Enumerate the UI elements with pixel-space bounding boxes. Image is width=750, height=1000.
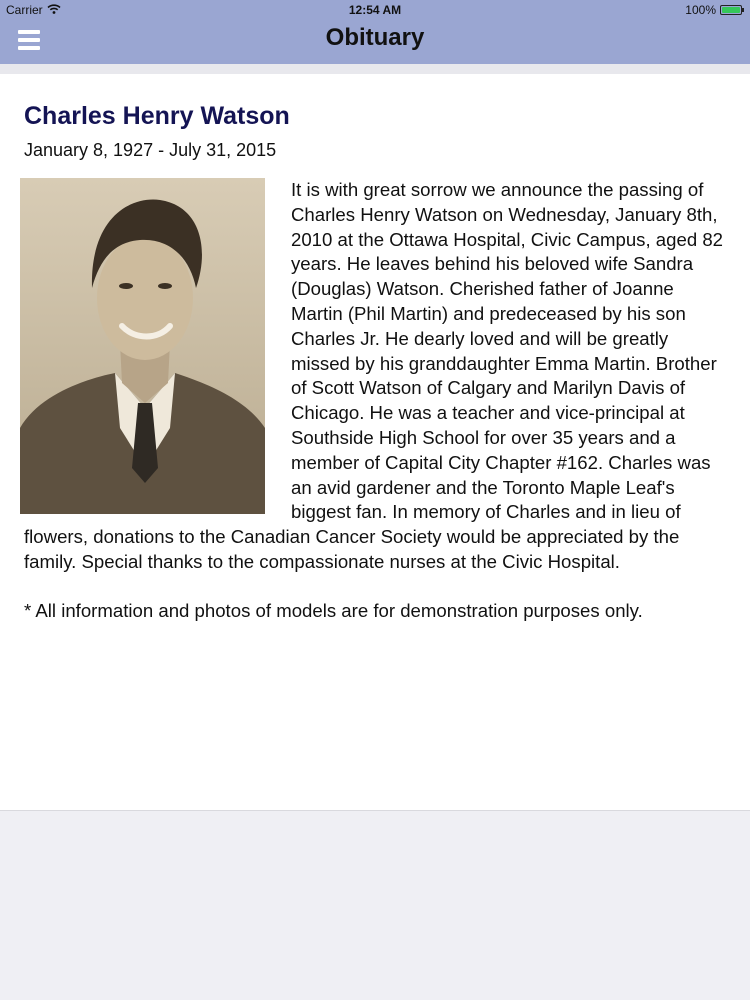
battery-fill — [722, 7, 740, 13]
disclaimer-text: * All information and photos of models are for demonstration purposes only. — [24, 599, 643, 621]
deceased-name: Charles Henry Watson — [24, 102, 290, 130]
battery-icon — [720, 5, 742, 15]
portrait-photo — [20, 178, 265, 514]
status-right — [685, 3, 742, 17]
navigation-bar — [0, 0, 750, 64]
status-time: 12:54 AM — [348, 3, 402, 17]
status-bar — [0, 0, 750, 20]
carrier-label: Carrier — [6, 3, 43, 17]
obituary-body — [24, 178, 724, 624]
obituary-text: It is with great sorrow we announce the passing of Charles Henry Watson on Wednesday, January 8th, 2010 at the Ottawa Hospital, Civic Campus, aged 82 years. He leaves behind his beloved wife Sandra (Douglas) Watson. Cherished father of Joanne Martin (Phil Martin) and predeceased by his son Charles Jr. He dearly loved and will be greatly missed by his granddaughter Emma Martin. Brother of Scott Watson of Calgary and Marilyn Davis of Chicago. He was a teacher and vice-principal at Southside High School for over 35 years and a member of Capital City Chapter #162. Charles was an avid gardener and the Toronto Maple Leaf's biggest fan. In memory of Charles and in lieu of flowers, donations to the Canadian Cancer Society would be appreciated by the family. Special thanks to the compassionate nurses at the Civic Hospital. — [24, 179, 724, 572]
life-dates: January 8, 1927 - July 31, 2015 — [24, 140, 277, 160]
page-title: Obituary — [325, 24, 425, 51]
battery-percent: 100% — [685, 3, 716, 17]
obituary-card — [0, 74, 750, 811]
header-divider — [0, 64, 750, 74]
obituary-content — [24, 100, 724, 624]
